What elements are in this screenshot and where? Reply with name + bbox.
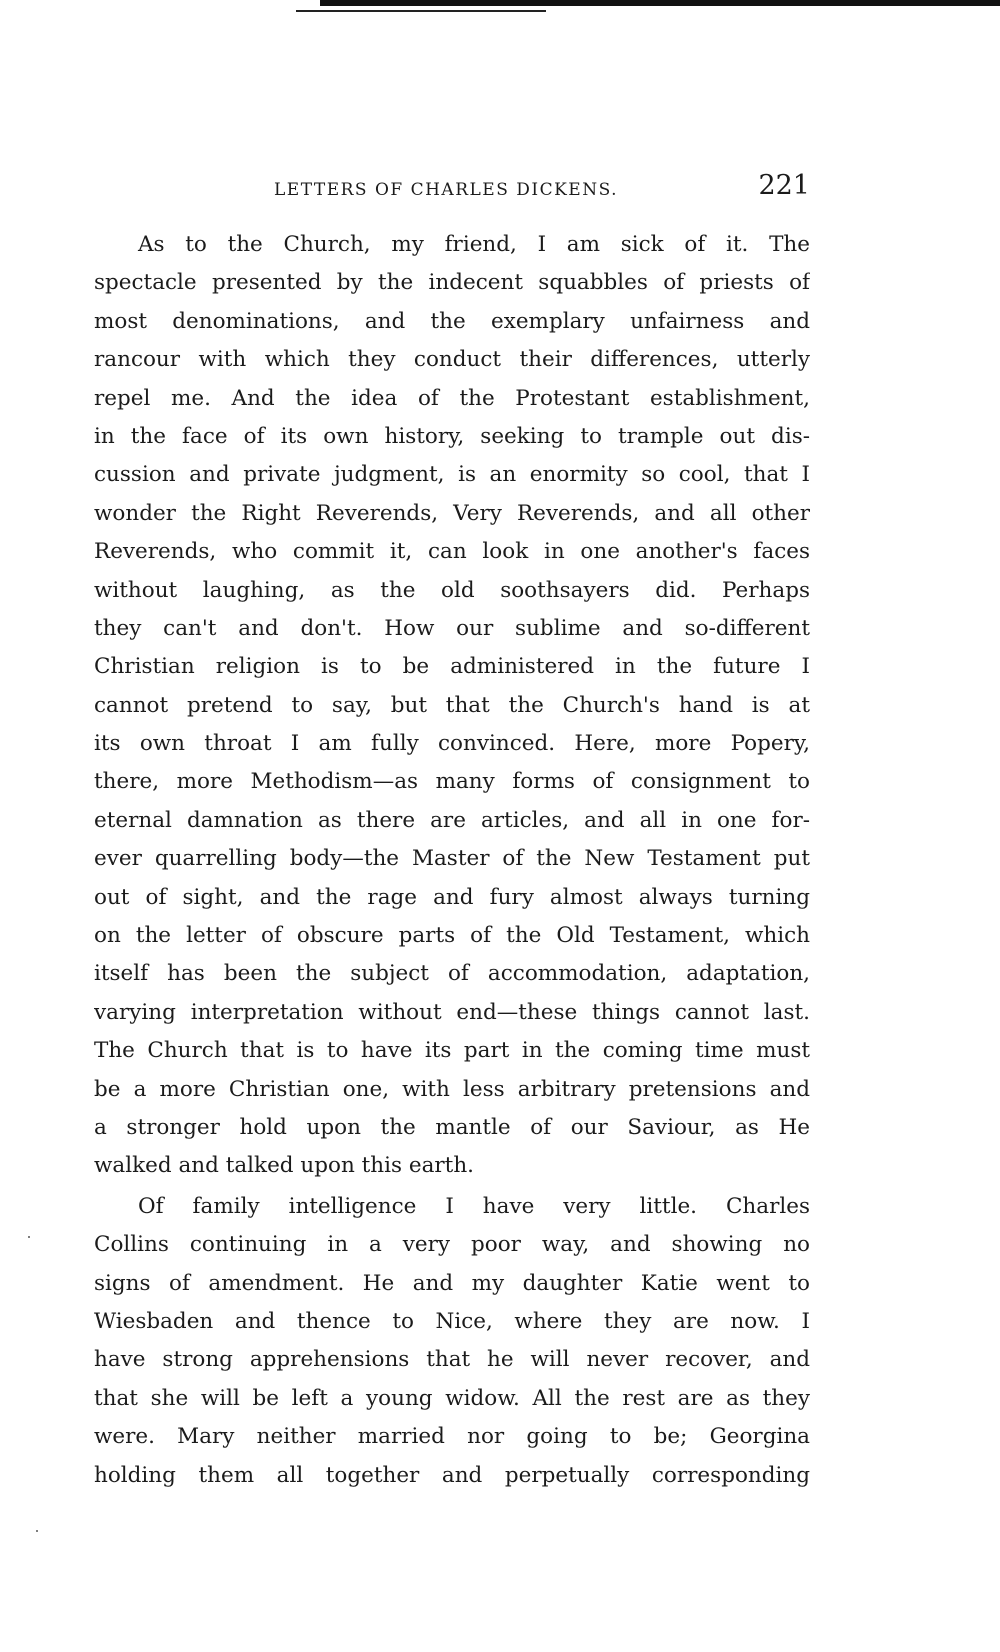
text-line: ever quarrelling body—the Master of the New Testament put: [94, 846, 810, 872]
text-line: its own throat I am fully convinced. Here, more Popery,: [94, 731, 810, 757]
text-line: walked and talked upon this earth.: [94, 1153, 474, 1179]
text-line: have strong apprehensions that he will never recover, and: [94, 1347, 810, 1373]
text-line: Collins continuing in a very poor way, and showing no: [94, 1232, 810, 1258]
text-line: Wiesbaden and thence to Nice, where they are now. I: [94, 1308, 810, 1334]
running-head: [94, 170, 810, 206]
page-number: 221: [758, 170, 810, 201]
text-line: in the face of its own history, seeking to trample out dis-: [94, 423, 810, 449]
text-line: they can't and don't. How our sublime and so-different: [94, 615, 810, 641]
text-line: rancour with which they conduct their differences, utterly: [94, 347, 810, 373]
text-line: Of family intelligence I have very little. Charles: [138, 1193, 810, 1219]
body-text: [94, 226, 810, 1495]
running-title: LETTERS OF CHARLES DICKENS.: [274, 180, 619, 200]
text-line: varying interpretation without end—these things cannot last.: [94, 999, 810, 1025]
text-line: repel me. And the idea of the Protestant establishment,: [94, 385, 810, 411]
text-line: a stronger hold upon the mantle of our Saviour, as He: [94, 1114, 810, 1140]
top-edge-rule-thin: [296, 10, 546, 12]
text-line: there, more Methodism—as many forms of consignment to: [94, 769, 810, 795]
text-line: Reverends, who commit it, can look in one another's faces: [94, 539, 810, 565]
text-line: on the letter of obscure parts of the Old Testament, which: [94, 923, 810, 949]
text-line: Christian religion is to be administered in the future I: [94, 654, 810, 680]
text-line: wonder the Right Reverends, Very Reverends, and all other: [94, 500, 810, 526]
text-line: The Church that is to have its part in the coming time must: [94, 1038, 810, 1064]
text-line: holding them all together and perpetually corresponding: [94, 1462, 810, 1488]
top-edge-rule: [320, 0, 1000, 6]
text-line: eternal damnation as there are articles, and all in one for-: [94, 807, 810, 833]
text-line: without laughing, as the old soothsayers did. Perhaps: [94, 577, 810, 603]
margin-speck: [28, 1236, 30, 1238]
text-line: itself has been the subject of accommodation, adaptation,: [94, 961, 810, 987]
text-line: out of sight, and the rage and fury almost always turning: [94, 884, 810, 910]
margin-speck: [36, 1530, 38, 1532]
text-line: As to the Church, my friend, I am sick of it. The: [138, 232, 810, 257]
text-line: cussion and private judgment, is an enormity so cool, that I: [94, 462, 810, 488]
paragraph-2: [94, 1188, 810, 1495]
text-line: most denominations, and the exemplary unfairness and: [94, 308, 810, 334]
text-line: that she will be left a young widow. All the rest are as they: [94, 1385, 810, 1411]
text-line: be a more Christian one, with less arbitrary pretensions and: [94, 1076, 810, 1102]
text-line: spectacle presented by the indecent squabbles of priests of: [94, 270, 810, 296]
paragraph-1: [94, 226, 810, 1186]
text-line: were. Mary neither married nor going to be; Georgina: [94, 1424, 810, 1450]
text-line: cannot pretend to say, but that the Church's hand is at: [94, 692, 810, 718]
text-line: signs of amendment. He and my daughter Katie went to: [94, 1270, 810, 1296]
